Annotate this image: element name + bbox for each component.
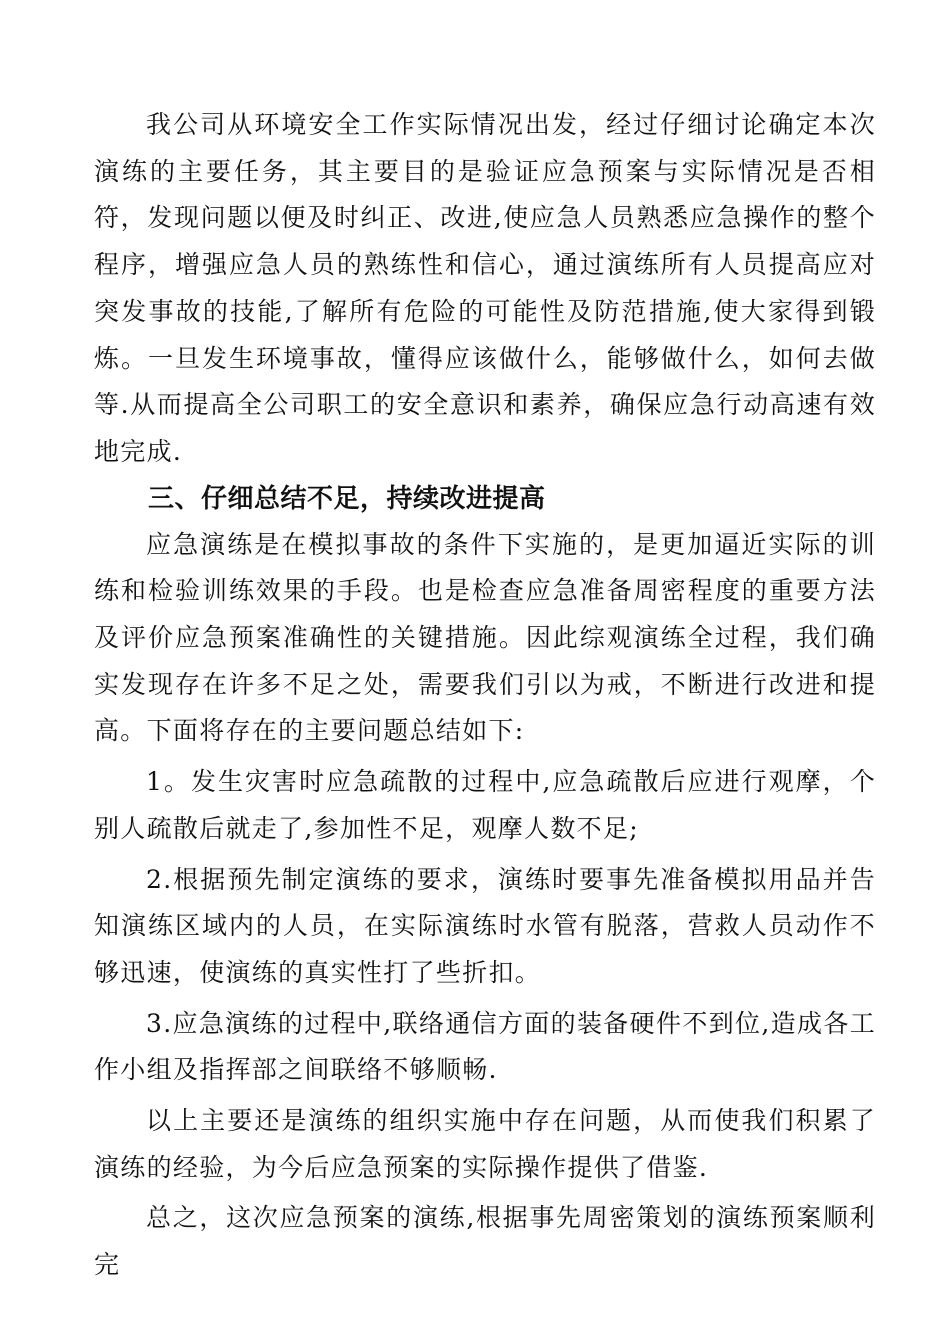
problem-item-2: 2.根据预先制定演练的要求，演练时要事先准备模拟用品并告知演练区域内的人员，在实际演练时水管有脱落，营救人员动作不够迅速，使演练的真实性打了些折扣。 <box>94 864 876 987</box>
intro-paragraph: 我公司从环境安全工作实际情况出发，经过仔细讨论确定本次演练的主要任务，其主要目的是验证应急预案与实际情况是否相符，发现问题以便及时纠正、改进,使应急人员熟悉应急操作的整个程序，增强应急人员的熟练性和信心，通过演练所有人员提高应对突发事故的技能,了解所有危险的可能性及防范措施,使大家得到锻炼。一旦发生环境事故，懂得应该做什么，能够做什么，如何去做等.从而提高全公司职工的安全意识和素养，确保应急行动高速有效地完成. <box>94 110 876 466</box>
problem-item-3: 3.应急演练的过程中,联络通信方面的装备硬件不到位,造成各工作小组及指挥部之间联络不够顺畅. <box>94 1008 876 1085</box>
section-heading: 三、仔细总结不足，持续改进提高 <box>148 483 546 514</box>
document-page <box>94 102 876 1289</box>
body-paragraph: 应急演练是在模拟事故的条件下实施的，是更加逼近实际的训练和检验训练效果的手段。也是检查应急准备周密程度的重要方法及评价应急预案准确性的关键措施。因此综观演练全过程，我们确实发现存在许多不足之处，需要我们引以为戒，不断进行改进和提高。下面将存在的主要问题总结如下: <box>94 529 876 746</box>
conclusion-paragraph: 总之，这次应急预案的演练,根据事先周密策划的演练预案顺利完 <box>94 1203 876 1280</box>
problem-item-1: 1。发生灾害时应急疏散的过程中,应急疏散后应进行观摩，个别人疏散后就走了,参加性不足，观摩人数不足; <box>94 767 876 843</box>
body-paragraph: 以上主要还是演练的组织实施中存在问题，从而使我们积累了演练的经验，为今后应急预案的实际操作提供了借鉴. <box>94 1106 876 1182</box>
